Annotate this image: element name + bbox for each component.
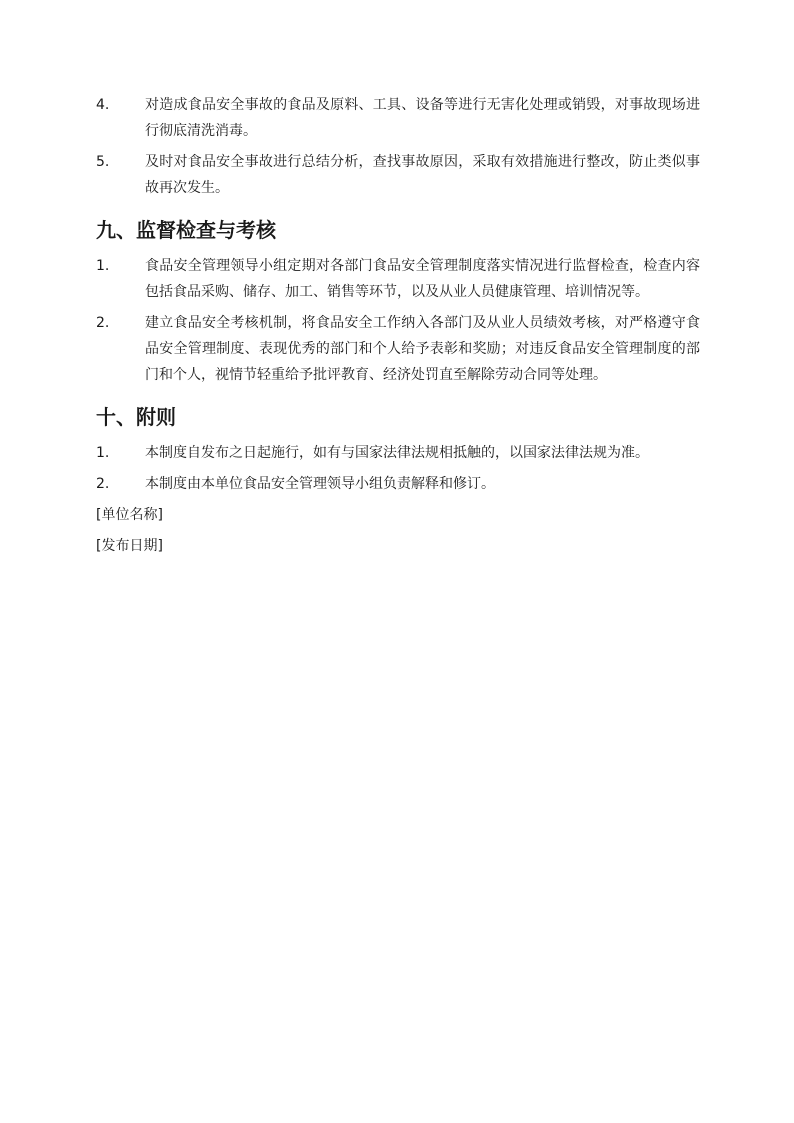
list-item-number: 2. (96, 476, 110, 492)
org-name-placeholder: [单位名称] (96, 507, 163, 523)
list-item-number: 1. (96, 258, 110, 274)
list-item-text: 建立食品安全考核机制，将食品安全工作纳入各部门及从业人员绩效考核，对严格遵守食品安全管理制度、表现优秀的部门和个人给予表彰和奖励；对违反食品安全管理制度的部门和个人，视情节轻重给予批评教育、经济处罚直至解除劳动合同等处理。 (145, 315, 700, 383)
list-item (96, 149, 700, 201)
list-item (96, 471, 700, 497)
publish-date-placeholder: [发布日期] (96, 538, 163, 554)
list-item-number: 2. (96, 315, 110, 331)
list-item-number: 1. (96, 445, 110, 461)
list-item-text: 对造成食品安全事故的食品及原料、工具、设备等进行无害化处理或销毁，对事故现场进行彻底清洗消毒。 (145, 97, 700, 139)
document-content (96, 92, 700, 564)
list-item (96, 440, 700, 466)
list-item-text: 本制度自发布之日起施行，如有与国家法律法规相抵触的，以国家法律法规为准。 (145, 445, 649, 461)
list-item-number: 5. (96, 154, 110, 170)
list-item-text: 及时对食品安全事故进行总结分析，查找事故原因，采取有效措施进行整改，防止类似事故再次发生。 (145, 154, 700, 196)
list-item-text: 食品安全管理领导小组定期对各部门食品安全管理制度落实情况进行监督检查，检查内容包括食品采购、储存、加工、销售等环节，以及从业人员健康管理、培训情况等。 (145, 258, 700, 300)
list-item-number: 4. (96, 97, 110, 113)
list-item (96, 310, 700, 388)
list-item (96, 92, 700, 144)
section-heading-supervision: 九、监督检查与考核 (96, 218, 276, 242)
list-item-text: 本制度由本单位食品安全管理领导小组负责解释和修订。 (145, 476, 495, 492)
list-item (96, 253, 700, 305)
section-heading-supplementary: 十、附则 (96, 405, 176, 429)
